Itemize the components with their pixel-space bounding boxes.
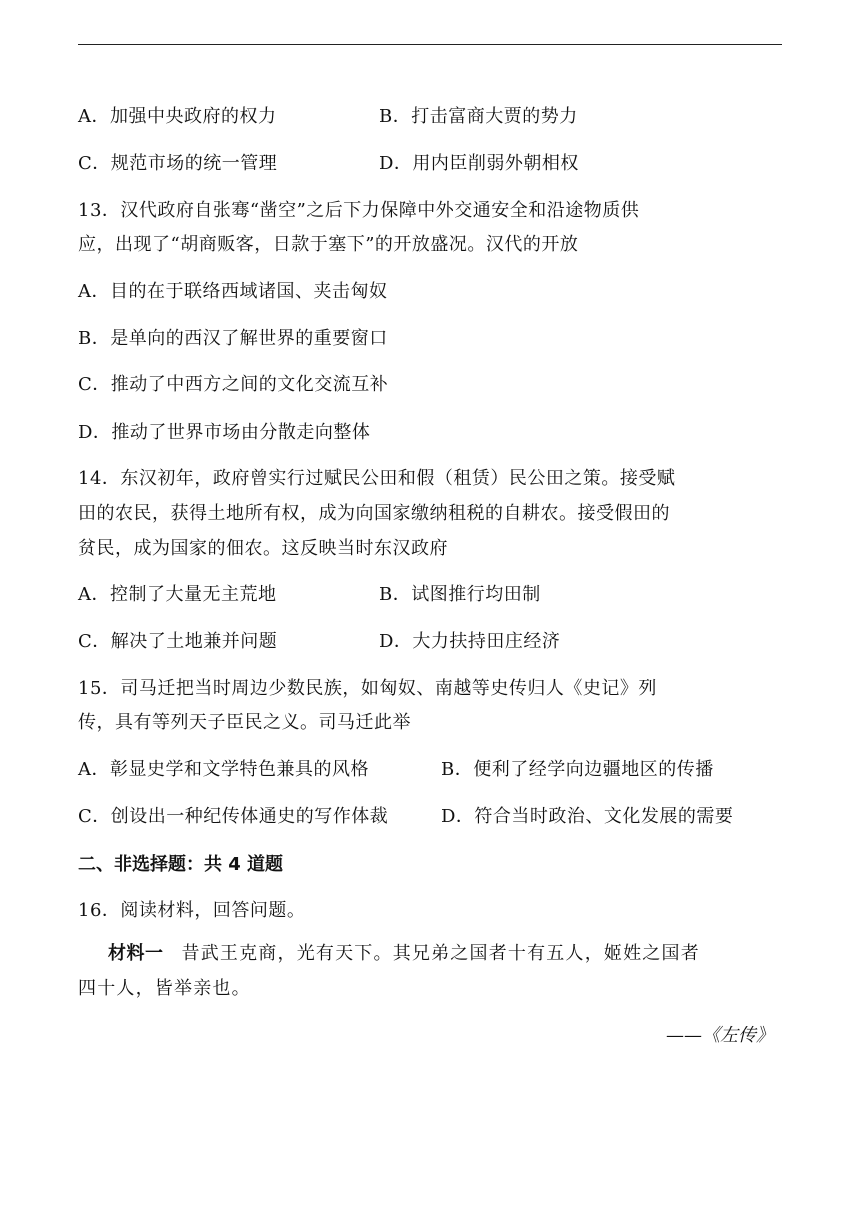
q15-option-a: A．彰显史学和文学特色兼具的风格 xyxy=(78,759,369,780)
q15-stem-line1: 15．司马迁把当时周边少数民族，如匈奴、南越等史传归人《史记》列 xyxy=(78,678,657,699)
q14-option-a: A．控制了大量无主荒地 xyxy=(78,584,277,605)
section-heading: 二、非选择题：共 4 道题 xyxy=(78,854,284,875)
q15-option-b: B．便利了经学向边疆地区的传播 xyxy=(441,759,714,780)
q14-option-d: D．大力扶持田庄经济 xyxy=(379,631,561,652)
q12-option-a: A．加强中央政府的权力 xyxy=(78,106,277,127)
q14-stem-line2: 田的农民，获得土地所有权，成为向国家缴纳租税的自耕农。接受假田的 xyxy=(78,503,670,524)
q13-option-d: D．推动了世界市场由分散走向整体 xyxy=(78,422,371,443)
q14-stem-line1: 14．东汉初年，政府曾实行过赋民公田和假（租赁）民公田之策。接受赋 xyxy=(78,468,676,489)
q13-stem-line1: 13．汉代政府自张骞“凿空”之后下力保障中外交通安全和沿途物质供 xyxy=(78,200,640,221)
q15-stem-line2: 传，具有等列天子臣民之义。司马迁此举 xyxy=(78,712,411,733)
q16-material1-source: ——《左传》 xyxy=(666,1025,774,1046)
material1-text: 昔武王克商，光有天下。其兄弟之国者十有五人，姬姓之国者 xyxy=(181,943,700,964)
q12-option-c: C．规范市场的统一管理 xyxy=(78,153,278,174)
q12-option-d: D．用内臣削弱外朝相权 xyxy=(379,153,579,174)
q16-stem: 16．阅读材料，回答问题。 xyxy=(78,900,306,921)
q13-option-a: A．目的在于联络西域诸国、夹击匈奴 xyxy=(78,281,388,302)
q16-material1-line1 xyxy=(108,942,700,966)
q13-stem-line2: 应，出现了“胡商贩客，日款于塞下”的开放盛况。汉代的开放 xyxy=(78,234,579,255)
q14-option-c: C．解决了土地兼并问题 xyxy=(78,631,278,652)
q13-option-b: B．是单向的西汉了解世界的重要窗口 xyxy=(78,328,388,349)
q13-option-c: C．推动了中西方之间的文化交流互补 xyxy=(78,374,389,395)
q14-stem-line3: 贫民，成为国家的佃农。这反映当时东汉政府 xyxy=(78,538,448,559)
q14-option-b: B．试图推行均田制 xyxy=(379,584,541,605)
q15-option-c: C．创设出一种纪传体通史的写作体裁 xyxy=(78,806,389,827)
material1-label: 材料一 xyxy=(108,943,164,964)
header-rule xyxy=(78,44,782,45)
q12-option-b: B．打击富商大贾的势力 xyxy=(379,106,578,127)
q16-material1-line2: 四十人，皆举亲也。 xyxy=(78,978,251,999)
q15-option-d: D．符合当时政治、文化发展的需要 xyxy=(441,806,734,827)
